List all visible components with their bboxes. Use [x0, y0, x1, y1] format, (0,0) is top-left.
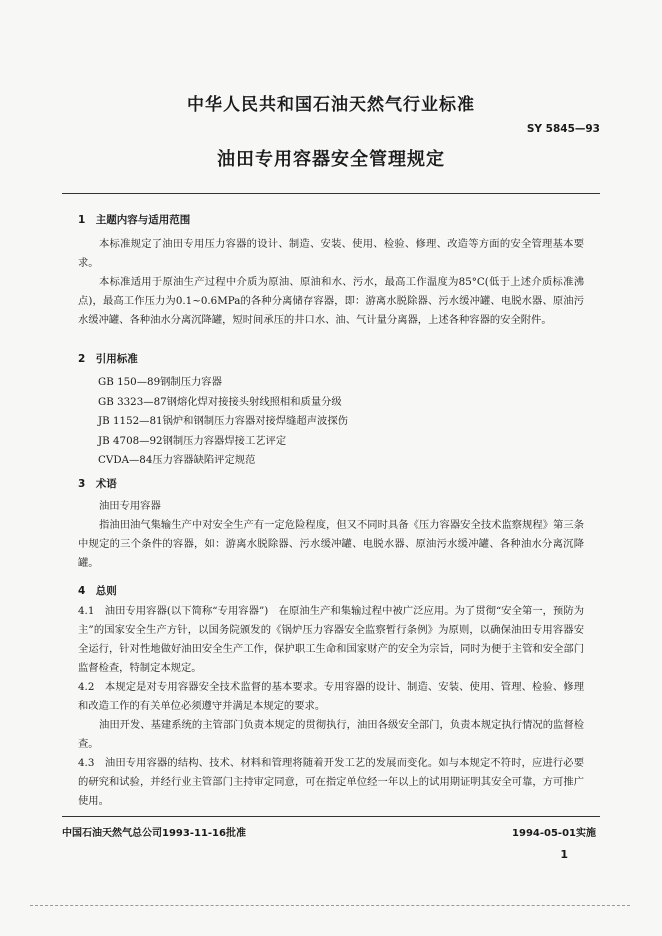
term-definition: 指油田油气集输生产中对安全生产有一定危险程度，但又不同时具备《压力容器安全技术监察规程》第三条中规定的三个条件的容器，如：游离水脱除器、污水缓冲罐、电脱水器、原油污水缓冲罐、各种油水分离沉降罐。 [78, 519, 584, 569]
clause-4-2-continued: 油田开发、基建系统的主管部门负责本规定的贯彻执行，油田各级安全部门，负责本规定执行情况的监督检查。 [78, 719, 584, 750]
section-1-paragraph-1: 本标准规定了油田专用压力容器的设计、制造、安装、使用、检验、修理、改造等方面的安全管理基本要求。 [78, 238, 584, 269]
standard-code: SY 5845—93 [526, 123, 600, 135]
section-2-heading: 2 引用标准 [78, 353, 138, 365]
reference-list [98, 373, 348, 471]
reference-item: JB 1152—81锅炉和钢制压力容器对接焊缝超声波探伤 [98, 415, 348, 427]
approval-date: 中国石油天然气总公司1993-11-16批准 [62, 828, 246, 839]
reference-item: CVDA—84压力容器缺陷评定规范 [98, 454, 256, 466]
footer-divider [62, 816, 600, 817]
scan-edge-line [30, 905, 630, 906]
effective-date: 1994-05-01实施 [512, 828, 596, 839]
document-title: 油田专用容器安全管理规定 [217, 149, 445, 170]
section-1-paragraph-2: 本标准适用于原油生产过程中介质为原油、原油和水、污水，最高工作温度为85°C(低于上述介质标准沸点)，最高工作压力为0.1~0.6MPa的各种分离储存容器，即：游离水脱除器、污水缓冲罐、电脱水器、原油污水缓冲罐、各种油水分离沉降罐，短时间承压的井口水、油、气计量分离器，上述各种容器的安全附件。 [78, 276, 584, 326]
clause-4-3: 4.3 油田专用容器的结构、技术、材料和管理将随着开发工艺的发展而变化。如与本规定不符时，应进行必要的研究和试验，并经行业主管部门主持审定同意，可在指定单位经一年以上的试用期证明其安全可靠，方可推广使用。 [78, 757, 584, 807]
header-divider [62, 193, 600, 194]
section-1-heading: 1 主题内容与适用范围 [78, 214, 191, 226]
page-number: 1 [560, 848, 568, 861]
section-4-heading: 4 总则 [78, 585, 117, 597]
reference-item: JB 4708—92钢制压力容器焊接工艺评定 [98, 434, 287, 447]
standard-title: 中华人民共和国石油天然气行业标准 [187, 95, 475, 115]
reference-item: GB 3323—87钢熔化焊对接接头射线照相和质量分级 [98, 395, 342, 408]
reference-item: GB 150—89钢制压力容器 [98, 376, 222, 388]
term-name: 油田专用容器 [99, 500, 161, 512]
clause-4-2: 4.2 本规定是对专用容器安全技术监督的基本要求。专用容器的设计、制造、安装、使用、管理、检验、修理和改造工作的有关单位必须遵守并满足本规定的要求。 [78, 681, 584, 712]
section-3-heading: 3 术语 [78, 478, 117, 490]
clause-4-1: 4.1 油田专用容器(以下简称“专用容器”) 在原油生产和集输过程中被广泛应用。为了贯彻“安全第一，预防为主”的国家安全生产方针，以国务院颁发的《锅炉压力容器安全监察暂行条例》为原则，以确保油田专用容器安全运行，针对性地做好油田安全生产工作，保护职工生命和国家财产的安全为宗旨，同时为便于主管和安全部门监督检查，特制定本规定。 [78, 605, 584, 674]
